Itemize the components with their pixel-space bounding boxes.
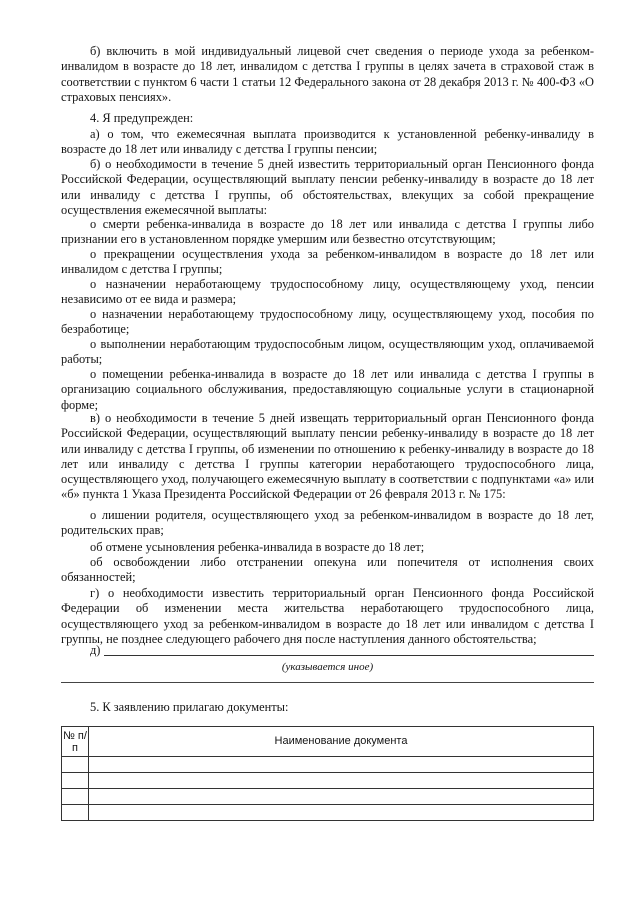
attachments-heading: 5. К заявлению прилагаю документы: — [90, 700, 289, 714]
paragraph-b-pension: о назначении неработающему трудоспособному лицу, осуществляющему уход, пенсии независимо от ее вида и размера; — [61, 277, 594, 307]
paragraph-v-adoption: об отмене усыновления ребенка-инвалида в возрасте до 18 лет; — [90, 540, 425, 554]
other-note: (указывается иное) — [281, 661, 374, 673]
column-header-document-name: Наименование документа — [89, 727, 594, 757]
document-name-cell[interactable] — [89, 805, 594, 821]
paragraph-v-guardian: об освобождении либо отстранении опекуна или попечителя от исполнения своих обязанностей; — [61, 555, 594, 585]
paragraph-warned-heading: 4. Я предупрежден: — [90, 111, 194, 125]
document-name-cell[interactable] — [89, 773, 594, 789]
paragraph-b-care-end: о прекращении осуществления ухода за ребенком-инвалидом в возрасте до 18 лет или инвалидом с детства I группы; — [61, 247, 594, 277]
paragraph-b-death: о смерти ребенка-инвалида в возрасте до 18 лет или инвалида с детства I группы либо признании его в установленном порядке умершим или безвестно отсутствующим; — [61, 217, 594, 247]
column-header-number: № п/п — [62, 727, 89, 757]
documents-table — [61, 726, 594, 821]
paragraph-d-label: д) — [90, 643, 101, 657]
table-row — [62, 773, 594, 789]
separator-line — [61, 682, 594, 683]
row-number-cell[interactable] — [62, 757, 89, 773]
row-number-cell[interactable] — [62, 773, 89, 789]
paragraph-a: а) о том, что ежемесячная выплата производится к установленной ребенку-инвалиду в возрасте до 18 лет или инвалиду с детства I группы пенсии; — [61, 127, 594, 157]
table-row — [62, 805, 594, 821]
paragraph-b-institution: о помещении ребенка-инвалида в возрасте до 18 лет или инвалида с детства I группы в организацию социального обслуживания, предоставляющую социальные услуги в стационарной форме; — [61, 367, 594, 412]
paragraph-g: г) о необходимости известить территориальный орган Пенсионного фонда Российской Федерации об изменении места жительства неработающего трудоспособного лица, осуществляющего уход за ребенком-инвалидом в возрасте до 18 лет или инвалидом с детства I группы, не позднее следующего рабочего дня после наступления данного обстоятельства; — [61, 586, 594, 646]
row-number-cell[interactable] — [62, 789, 89, 805]
document-name-cell[interactable] — [89, 757, 594, 773]
paragraph-b-unemployment: о назначении неработающему трудоспособному лицу, осуществляющему уход, пособия по безработице; — [61, 307, 594, 337]
table-row — [62, 789, 594, 805]
table-row — [62, 757, 594, 773]
paragraph-include-period: б) включить в мой индивидуальный лицевой счет сведения о периоде ухода за ребенком-инвалидом в возрасте до 18 лет, инвалидом с детства I группы в целях зачета в страховой стаж в соответствии с пунктом 6 части 1 статьи 12 Федерального закона от 28 декабря 2013 г. № 400-ФЗ «О страховых пенсиях». — [61, 44, 594, 104]
table-header-row — [62, 727, 594, 757]
document-name-cell[interactable] — [89, 789, 594, 805]
paragraph-b-paid-work: о выполнении неработающим трудоспособным лицом, осуществляющим уход, оплачиваемой работы; — [61, 337, 594, 367]
paragraph-b: б) о необходимости в течение 5 дней известить территориальный орган Пенсионного фонда Российской Федерации, осуществляющий выплату пенсии ребенку-инвалиду в возрасте до 18 лет или инвалиду с детства I группы, об обстоятельствах, влекущих за собой прекращение осуществления ежемесячной выплаты: — [61, 157, 594, 217]
other-blank-line[interactable] — [104, 655, 594, 656]
row-number-cell[interactable] — [62, 805, 89, 821]
paragraph-v-deprivation: о лишении родителя, осуществляющего уход за ребенком-инвалидом в возрасте до 18 лет, родительских прав; — [61, 508, 594, 538]
paragraph-v: в) о необходимости в течение 5 дней извещать территориальный орган Пенсионного фонда Российской Федерации, осуществляющий выплату пенсии ребенку-инвалиду в возрасте до 18 лет или инвалиду с детства I группы, об изменении по отношению к ребенку-инвалиду в возрасте до 18 лет или инвалиду с детства I группы категории неработающего трудоспособного лица, осуществляющего уход, получающего ежемесячную выплату в соответствии с подпунктами «а» или «б» пункта 1 Указа Президента Российской Федерации от 26 февраля 2013 г. № 175: — [61, 411, 594, 502]
